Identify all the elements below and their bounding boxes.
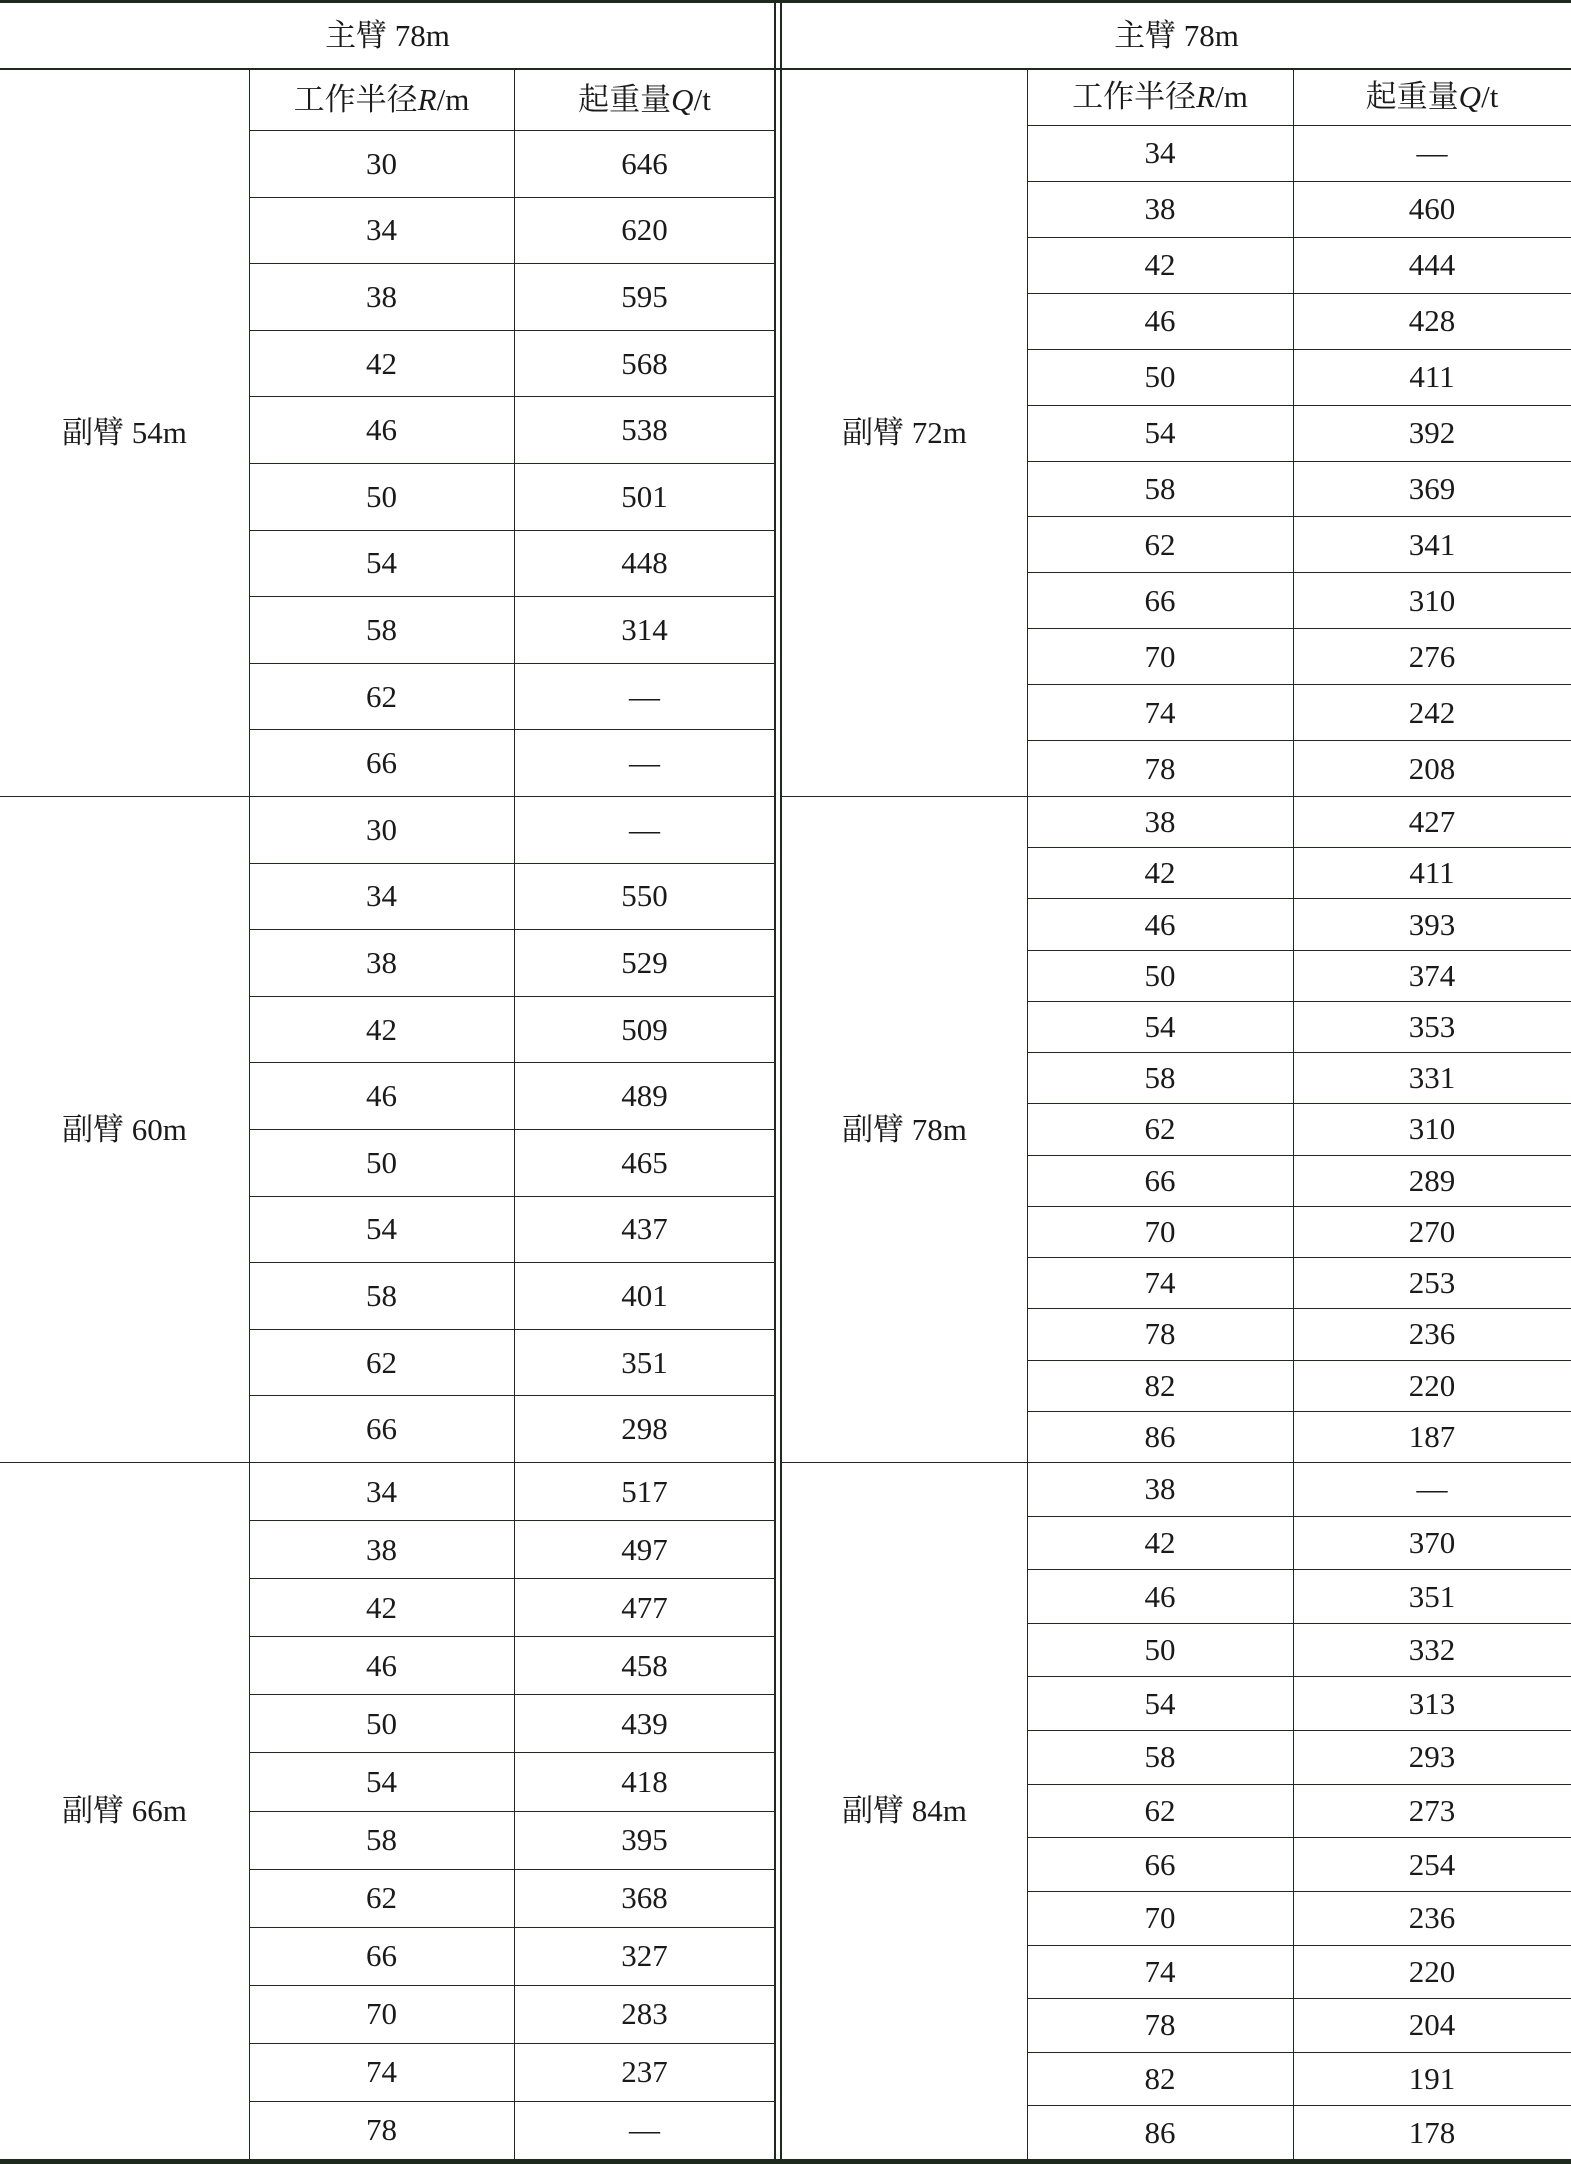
row-rule bbox=[1027, 1569, 1571, 1570]
table-cell-radius: 78 bbox=[1144, 750, 1176, 786]
table-cell-load: 393 bbox=[1408, 906, 1456, 942]
header-glyph: 半 bbox=[1134, 79, 1166, 114]
row-rule bbox=[249, 1752, 775, 1753]
table-cell-radius: 54 bbox=[366, 1211, 397, 1247]
row-rule bbox=[249, 1395, 775, 1396]
row-rule bbox=[1027, 461, 1571, 462]
table-cell-radius: 62 bbox=[1144, 1111, 1176, 1147]
table-cell-load: — bbox=[1416, 1471, 1448, 1507]
row-rule bbox=[1027, 1516, 1571, 1517]
right-col-load-header bbox=[1293, 68, 1571, 125]
table-cell-radius: 86 bbox=[1144, 2114, 1176, 2150]
table-cell-radius: 58 bbox=[1144, 470, 1176, 506]
table-cell-load: 353 bbox=[1408, 1009, 1456, 1045]
table-cell-load: 220 bbox=[1408, 1953, 1456, 1989]
row-rule bbox=[1027, 1837, 1571, 1838]
header-glyph: m bbox=[1223, 79, 1248, 114]
table-cell-load: 444 bbox=[1408, 247, 1456, 283]
row-rule bbox=[1027, 1206, 1571, 1207]
table-cell-radius: 66 bbox=[366, 1411, 397, 1447]
table-cell-load: 298 bbox=[621, 1411, 668, 1447]
table-cell-radius: 42 bbox=[366, 1589, 397, 1625]
row-rule bbox=[1027, 847, 1571, 848]
table-cell-load: 538 bbox=[621, 412, 668, 448]
table-cell-load: 439 bbox=[621, 1705, 668, 1741]
header-glyph: / bbox=[1215, 79, 1224, 114]
table-cell-radius: 66 bbox=[366, 1938, 397, 1974]
header-glyph: 起 bbox=[1365, 79, 1397, 114]
right-main-header: 主臂 78m bbox=[1114, 18, 1239, 53]
table-cell-radius: 70 bbox=[1144, 1213, 1176, 1249]
table-cell-radius: 46 bbox=[1144, 303, 1176, 339]
table-cell-load: 465 bbox=[621, 1144, 668, 1180]
row-rule bbox=[1027, 1730, 1571, 1731]
row-rule bbox=[1027, 2052, 1571, 2053]
table-cell-radius: 50 bbox=[366, 1705, 397, 1741]
row-rule bbox=[249, 1520, 775, 1521]
table-cell-radius: 30 bbox=[366, 811, 397, 847]
row-rule bbox=[249, 1329, 775, 1330]
table-cell-radius: 30 bbox=[366, 145, 397, 181]
table-cell-load: 204 bbox=[1408, 2007, 1456, 2043]
table-cell-load: 314 bbox=[621, 611, 668, 647]
table-cell-load: 458 bbox=[621, 1647, 668, 1683]
row-rule bbox=[1027, 1103, 1571, 1104]
table-cell-radius: 86 bbox=[1144, 1418, 1176, 1454]
row-rule bbox=[249, 929, 775, 930]
table-cell-load: 401 bbox=[621, 1277, 668, 1313]
table-cell-radius: 78 bbox=[1144, 2007, 1176, 2043]
row-rule bbox=[1027, 2105, 1571, 2106]
table-cell-load: 411 bbox=[1409, 359, 1455, 395]
table-cell-radius: 38 bbox=[1144, 804, 1176, 840]
header-glyph: 作 bbox=[324, 81, 356, 117]
row-rule bbox=[1027, 1784, 1571, 1785]
table-cell-load: 497 bbox=[621, 1531, 668, 1567]
table-cell-radius: 58 bbox=[366, 1277, 397, 1313]
row-rule bbox=[249, 530, 775, 531]
table-cell-load: 273 bbox=[1408, 1792, 1456, 1828]
table-bottom-border bbox=[0, 2159, 1571, 2164]
right-section-label: 副臂 78m bbox=[842, 1111, 967, 1147]
table-cell-load: 411 bbox=[1409, 855, 1455, 891]
row-rule bbox=[1027, 740, 1571, 741]
left-col-load-header bbox=[514, 68, 775, 130]
row-rule bbox=[1027, 1052, 1571, 1053]
table-cell-radius: 62 bbox=[366, 678, 397, 714]
table-cell-radius: 70 bbox=[1144, 638, 1176, 674]
table-cell-load: 620 bbox=[621, 212, 668, 248]
table-cell-load: 236 bbox=[1408, 1900, 1456, 1936]
row-rule bbox=[1027, 572, 1571, 573]
row-rule bbox=[1027, 1360, 1571, 1361]
table-cell-radius: 46 bbox=[1144, 1578, 1176, 1614]
table-cell-radius: 50 bbox=[366, 1144, 397, 1180]
row-rule bbox=[1027, 1623, 1571, 1624]
table-cell-load: 220 bbox=[1408, 1367, 1456, 1403]
row-rule bbox=[249, 1062, 775, 1063]
table-cell-load: 289 bbox=[1408, 1162, 1456, 1198]
table-cell-load: 529 bbox=[621, 944, 668, 980]
table-cell-radius: 38 bbox=[366, 278, 397, 314]
header-glyph: 半 bbox=[355, 81, 387, 117]
row-rule bbox=[249, 596, 775, 597]
header-glyph: 径 bbox=[1165, 79, 1197, 114]
header-glyph: 量 bbox=[640, 81, 672, 117]
row-rule bbox=[1027, 1998, 1571, 1999]
header-glyph: / bbox=[436, 81, 446, 117]
table-cell-load: 489 bbox=[621, 1078, 668, 1114]
left-section-label: 副臂 66m bbox=[62, 1793, 187, 1828]
table-cell-load: — bbox=[629, 678, 660, 714]
row-rule bbox=[1027, 950, 1571, 951]
row-rule bbox=[1027, 684, 1571, 685]
table-cell-radius: 66 bbox=[366, 745, 397, 781]
row-rule bbox=[1027, 1155, 1571, 1156]
header-glyph: 重 bbox=[609, 81, 641, 117]
table-cell-radius: 42 bbox=[1144, 855, 1176, 891]
table-cell-radius: 78 bbox=[366, 2112, 397, 2148]
header-glyph: 工 bbox=[293, 81, 325, 117]
table-cell-radius: 74 bbox=[366, 2054, 397, 2090]
header-glyph: 工 bbox=[1072, 79, 1104, 114]
table-cell-radius: 58 bbox=[366, 1822, 397, 1858]
table-cell-radius: 42 bbox=[1144, 247, 1176, 283]
header-glyph: 量 bbox=[1427, 79, 1459, 114]
table-cell-load: — bbox=[1416, 135, 1448, 171]
table-cell-load: — bbox=[629, 745, 660, 781]
table-cell-load: 448 bbox=[621, 545, 668, 581]
table-cell-load: 236 bbox=[1408, 1316, 1456, 1352]
table-cell-load: 646 bbox=[621, 145, 668, 181]
row-rule bbox=[1027, 1945, 1571, 1946]
table-cell-load: 293 bbox=[1408, 1739, 1456, 1775]
table-cell-radius: 54 bbox=[1144, 415, 1176, 451]
header-glyph: R bbox=[1196, 79, 1216, 114]
left-section-label: 副臂 60m bbox=[62, 1111, 187, 1147]
table-cell-load: 237 bbox=[621, 2054, 668, 2090]
header-glyph: 径 bbox=[386, 81, 418, 117]
table-cell-radius: 42 bbox=[366, 1011, 397, 1047]
row-rule bbox=[249, 1927, 775, 1928]
header-glyph: 作 bbox=[1103, 79, 1135, 114]
table-cell-radius: 78 bbox=[1144, 1316, 1176, 1352]
table-cell-radius: 42 bbox=[1144, 1524, 1176, 1560]
table-cell-load: 310 bbox=[1408, 582, 1456, 618]
row-rule bbox=[1027, 405, 1571, 406]
row-rule bbox=[249, 197, 775, 198]
table-cell-load: 428 bbox=[1408, 303, 1456, 339]
table-cell-load: 313 bbox=[1408, 1685, 1456, 1721]
left-main-header: 主臂 78m bbox=[325, 18, 450, 53]
header-glyph: 重 bbox=[1396, 79, 1428, 114]
table-cell-load: 283 bbox=[621, 1996, 668, 2032]
table-cell-load: — bbox=[629, 811, 660, 847]
table-cell-radius: 34 bbox=[1144, 135, 1176, 171]
table-cell-radius: 50 bbox=[1144, 359, 1176, 395]
header-glyph: / bbox=[693, 81, 703, 117]
table-cell-radius: 62 bbox=[366, 1344, 397, 1380]
table-cell-load: 477 bbox=[621, 1589, 668, 1625]
table-cell-load: 178 bbox=[1408, 2114, 1456, 2150]
row-rule bbox=[1027, 516, 1571, 517]
row-rule bbox=[1027, 1676, 1571, 1677]
table-cell-load: 437 bbox=[621, 1211, 668, 1247]
row-rule bbox=[249, 1262, 775, 1263]
row-rule bbox=[1027, 349, 1571, 350]
header-glyph: / bbox=[1481, 79, 1490, 114]
table-cell-radius: 50 bbox=[366, 478, 397, 514]
header-glyph: Q bbox=[1458, 79, 1482, 114]
table-cell-radius: 74 bbox=[1144, 1953, 1176, 1989]
table-cell-load: 253 bbox=[1408, 1265, 1456, 1301]
table-cell-load: 370 bbox=[1408, 1524, 1456, 1560]
table-cell-radius: 46 bbox=[1144, 906, 1176, 942]
table-cell-load: 395 bbox=[621, 1822, 668, 1858]
table-cell-radius: 70 bbox=[1144, 1900, 1176, 1936]
table-cell-load: 276 bbox=[1408, 638, 1456, 674]
table-cell-load: 351 bbox=[621, 1344, 668, 1380]
table-cell-radius: 62 bbox=[1144, 1792, 1176, 1828]
table-cell-load: 351 bbox=[1408, 1578, 1456, 1614]
table-cell-radius: 58 bbox=[366, 611, 397, 647]
table-cell-radius: 50 bbox=[1144, 1632, 1176, 1668]
table-cell-radius: 54 bbox=[366, 545, 397, 581]
table-cell-load: 242 bbox=[1408, 694, 1456, 730]
table-cell-radius: 54 bbox=[366, 1763, 397, 1799]
table-cell-load: 332 bbox=[1408, 1632, 1456, 1668]
row-rule bbox=[249, 2101, 775, 2102]
table-cell-radius: 34 bbox=[366, 878, 397, 914]
table-cell-radius: 58 bbox=[1144, 1739, 1176, 1775]
row-rule bbox=[249, 1869, 775, 1870]
table-cell-load: 418 bbox=[621, 1763, 668, 1799]
row-rule bbox=[249, 1636, 775, 1637]
row-rule bbox=[249, 263, 775, 264]
table-cell-load: 310 bbox=[1408, 1111, 1456, 1147]
row-rule bbox=[249, 729, 775, 730]
table-cell-load: 501 bbox=[621, 478, 668, 514]
table-cell-radius: 54 bbox=[1144, 1685, 1176, 1721]
table-cell-radius: 62 bbox=[1144, 526, 1176, 562]
row-rule bbox=[249, 1129, 775, 1130]
header-glyph: 起 bbox=[578, 81, 610, 117]
table-cell-load: 369 bbox=[1408, 470, 1456, 506]
row-rule bbox=[249, 2043, 775, 2044]
table-cell-load: 550 bbox=[621, 878, 668, 914]
table-cell-radius: 66 bbox=[1144, 1162, 1176, 1198]
header-glyph: t bbox=[702, 81, 711, 117]
table-cell-load: 427 bbox=[1408, 804, 1456, 840]
table-cell-load: 187 bbox=[1408, 1418, 1456, 1454]
table-cell-radius: 62 bbox=[366, 1880, 397, 1916]
table-cell-radius: 74 bbox=[1144, 1265, 1176, 1301]
row-rule bbox=[1027, 1891, 1571, 1892]
row-rule bbox=[249, 1811, 775, 1812]
table-cell-radius: 66 bbox=[1144, 1846, 1176, 1882]
table-cell-radius: 34 bbox=[366, 1473, 397, 1509]
header-glyph: R bbox=[417, 81, 437, 117]
left-section-label: 副臂 54m bbox=[62, 414, 187, 450]
row-rule bbox=[1027, 1308, 1571, 1309]
table-cell-load: 191 bbox=[1408, 2061, 1456, 2097]
row-rule bbox=[249, 330, 775, 331]
row-rule bbox=[1027, 1411, 1571, 1412]
row-rule bbox=[249, 663, 775, 664]
row-rule bbox=[249, 463, 775, 464]
table-cell-radius: 46 bbox=[366, 1078, 397, 1114]
row-rule bbox=[1027, 628, 1571, 629]
row-rule bbox=[1027, 1257, 1571, 1258]
table-cell-radius: 58 bbox=[1144, 1060, 1176, 1096]
table-cell-load: 568 bbox=[621, 345, 668, 381]
header-glyph: t bbox=[1489, 79, 1499, 114]
left-col-radius-header bbox=[249, 68, 514, 130]
table-cell-radius: 46 bbox=[366, 412, 397, 448]
table-cell-load: 254 bbox=[1408, 1846, 1456, 1882]
table-cell-radius: 42 bbox=[366, 345, 397, 381]
row-rule bbox=[249, 1694, 775, 1695]
table-cell-radius: 74 bbox=[1144, 694, 1176, 730]
table-cell-radius: 38 bbox=[366, 944, 397, 980]
table-cell-load: 341 bbox=[1408, 526, 1456, 562]
table-cell-radius: 70 bbox=[366, 1996, 397, 2032]
row-rule bbox=[1027, 237, 1571, 238]
table-cell-radius: 38 bbox=[1144, 1471, 1176, 1507]
right-section-label: 副臂 72m bbox=[842, 414, 967, 450]
row-rule bbox=[249, 863, 775, 864]
row-rule bbox=[249, 1196, 775, 1197]
right-section-label: 副臂 84m bbox=[842, 1793, 967, 1828]
table-cell-load: 331 bbox=[1408, 1060, 1456, 1096]
header-glyph: m bbox=[445, 81, 470, 117]
row-rule bbox=[1027, 181, 1571, 182]
table-cell-radius: 50 bbox=[1144, 957, 1176, 993]
table-cell-load: 460 bbox=[1408, 191, 1456, 227]
table-cell-load: 509 bbox=[621, 1011, 668, 1047]
table-cell-load: — bbox=[629, 2112, 660, 2148]
row-rule bbox=[1027, 1001, 1571, 1002]
row-rule bbox=[249, 1578, 775, 1579]
table-cell-load: 374 bbox=[1408, 957, 1456, 993]
table-cell-radius: 34 bbox=[366, 212, 397, 248]
table-cell-load: 208 bbox=[1408, 750, 1456, 786]
table-cell-radius: 38 bbox=[1144, 191, 1176, 227]
table-cell-load: 392 bbox=[1408, 415, 1456, 451]
table-cell-radius: 54 bbox=[1144, 1009, 1176, 1045]
table-cell-load: 595 bbox=[621, 278, 668, 314]
row-rule bbox=[249, 996, 775, 997]
table-cell-load: 327 bbox=[621, 1938, 668, 1974]
table-cell-radius: 38 bbox=[366, 1531, 397, 1567]
row-rule bbox=[1027, 898, 1571, 899]
row-rule bbox=[1027, 293, 1571, 294]
table-cell-load: 517 bbox=[621, 1473, 668, 1509]
row-rule bbox=[249, 1985, 775, 1986]
right-col-radius-header bbox=[1027, 68, 1293, 125]
table-cell-radius: 46 bbox=[366, 1647, 397, 1683]
header-glyph: Q bbox=[671, 81, 694, 117]
table-cell-load: 270 bbox=[1408, 1213, 1456, 1249]
row-rule bbox=[249, 396, 775, 397]
table-cell-load: 368 bbox=[621, 1880, 668, 1916]
table-cell-radius: 82 bbox=[1144, 2061, 1176, 2097]
table-cell-radius: 82 bbox=[1144, 1367, 1176, 1403]
table-cell-radius: 66 bbox=[1144, 582, 1176, 618]
